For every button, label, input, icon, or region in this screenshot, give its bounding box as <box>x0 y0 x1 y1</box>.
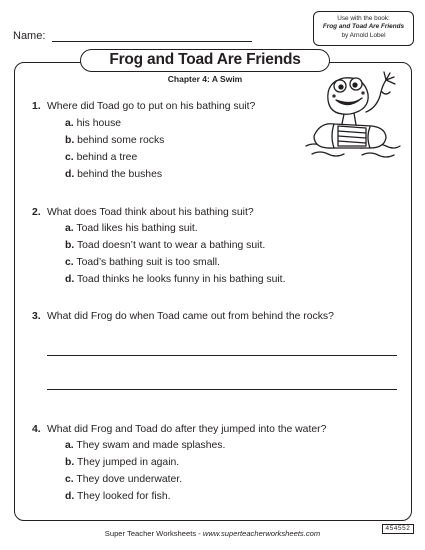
option-letter: c. <box>65 257 74 268</box>
question-1-option-d[interactable] <box>65 168 162 181</box>
name-write-line[interactable] <box>52 41 252 42</box>
option-letter: b. <box>65 240 75 251</box>
book-info-intro: Use with the book: <box>337 15 390 22</box>
question-1-option-c[interactable] <box>65 151 137 164</box>
footer <box>0 529 425 538</box>
option-letter: a. <box>65 440 74 451</box>
question-2-number: 2. <box>32 207 41 218</box>
chapter-subtitle: Chapter 4: A Swim <box>167 74 243 84</box>
book-info-box <box>313 11 414 46</box>
footer-url-link[interactable]: www.superteacherworksheets.com <box>202 529 321 538</box>
option-letter: c. <box>65 152 74 163</box>
question-4 <box>32 423 326 436</box>
question-4-number: 4. <box>32 424 41 435</box>
option-text: behind the bushes <box>77 169 163 180</box>
option-text: Toad thinks he looks funny in his bathing suit. <box>76 274 286 285</box>
option-text: They looked for fish. <box>76 491 171 502</box>
option-text: behind a tree <box>76 152 138 163</box>
option-letter: b. <box>65 457 75 468</box>
option-text: They swam and made splashes. <box>76 440 226 451</box>
question-3-answer-line-1[interactable] <box>47 355 397 356</box>
option-letter: a. <box>65 118 74 129</box>
question-4-option-d[interactable] <box>65 490 171 503</box>
option-text: Toad likes his bathing suit. <box>76 223 198 234</box>
question-4-text: What did Frog and Toad do after they jumped into the water? <box>47 424 327 435</box>
question-3-text: What did Frog do when Toad came out from behind the rocks? <box>47 311 334 322</box>
option-text: They jumped in again. <box>76 457 180 468</box>
book-info-title: Frog and Toad Are Friends <box>322 23 405 31</box>
option-letter: d. <box>65 274 75 285</box>
worksheet-title: Frog and Toad Are Friends <box>80 49 330 72</box>
option-letter: b. <box>65 135 75 146</box>
question-4-option-c[interactable] <box>65 473 182 486</box>
name-label: Name: <box>13 30 46 42</box>
question-2 <box>32 206 254 219</box>
question-2-option-b[interactable] <box>65 239 265 252</box>
question-2-option-c[interactable] <box>65 256 220 269</box>
question-1 <box>32 100 255 113</box>
option-text: Toad doesn’t want to wear a bathing suit. <box>76 240 266 251</box>
book-info-author: by Arnold Lobel <box>341 31 386 39</box>
option-letter: a. <box>65 223 74 234</box>
option-text: behind some rocks <box>77 135 165 146</box>
option-letter: c. <box>65 474 74 485</box>
question-2-text: What does Toad think about his bathing suit? <box>47 207 254 218</box>
question-2-option-d[interactable] <box>65 273 285 286</box>
question-1-option-a[interactable] <box>65 117 121 130</box>
question-1-text: Where did Toad go to put on his bathing suit? <box>47 101 256 112</box>
question-1-option-b[interactable] <box>65 134 164 147</box>
question-1-number: 1. <box>32 101 41 112</box>
swimming-toad-illustration <box>300 62 405 162</box>
option-letter: d. <box>65 169 75 180</box>
option-text: They dove underwater. <box>76 474 183 485</box>
question-2-option-a[interactable] <box>65 222 198 235</box>
question-3-answer-line-2[interactable] <box>47 389 397 390</box>
footer-brand: Super Teacher Worksheets - <box>104 529 203 538</box>
option-text: Toad’s bathing suit is too small. <box>76 257 220 268</box>
question-3-number: 3. <box>32 311 41 322</box>
question-4-option-a[interactable] <box>65 439 225 452</box>
question-4-option-b[interactable] <box>65 456 179 469</box>
option-text: his house <box>76 118 122 129</box>
option-letter: d. <box>65 491 75 502</box>
worksheet-code: 454552 <box>382 524 414 534</box>
question-3 <box>32 310 334 323</box>
